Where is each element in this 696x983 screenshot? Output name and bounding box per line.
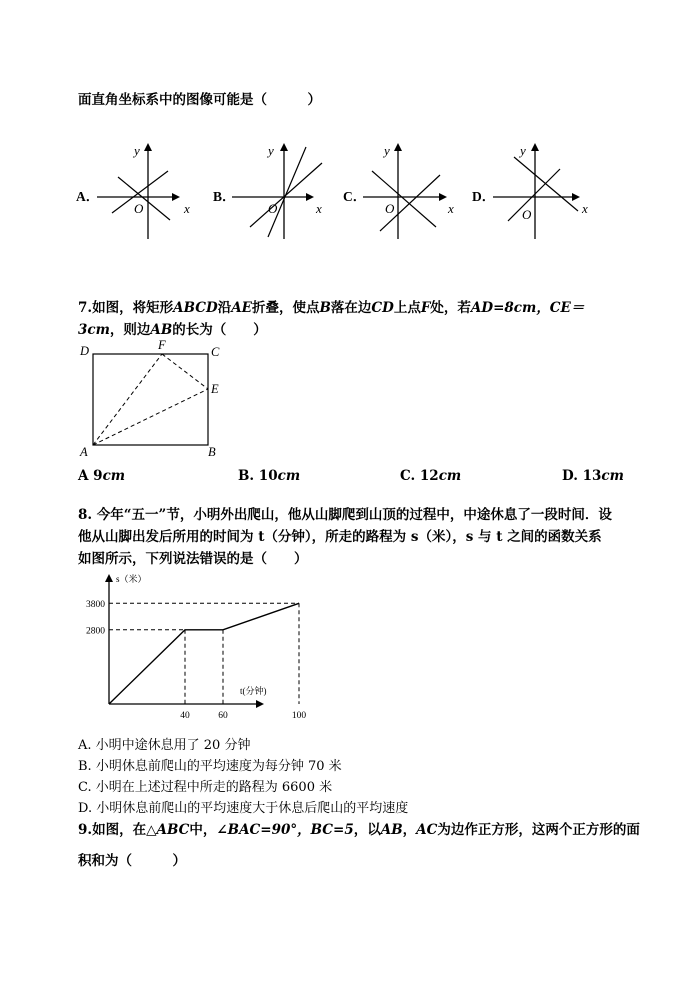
q7-choice-c: C. 12cm <box>400 468 462 484</box>
svg-text:O: O <box>268 201 278 216</box>
segment-af <box>93 354 162 445</box>
svg-text:E: E <box>211 382 219 396</box>
graph-c-line-1 <box>372 171 436 227</box>
svg-text:x: x <box>316 201 322 216</box>
graph-d-line-2 <box>508 169 560 221</box>
q8-option-c: C. 小明在上述过程中所走的路程为 6600 米 <box>78 780 333 795</box>
q8-series-line <box>109 603 299 704</box>
q6-stem: 面直角坐标系中的图像可能是（ ） <box>78 92 321 108</box>
segment-ae <box>93 389 208 445</box>
segment-fe <box>162 354 208 389</box>
q8-option-b: B. 小明休息前爬山的平均速度为每分钟 70 米 <box>78 759 342 774</box>
svg-text:A: A <box>80 445 88 459</box>
graph-a <box>76 143 190 239</box>
svg-text:O: O <box>134 201 144 216</box>
q8-xtick-60: 60 <box>218 711 228 721</box>
q7-choice-d: D. 13cm <box>562 468 624 484</box>
graph-d <box>472 143 588 239</box>
svg-text:x: x <box>184 201 190 216</box>
svg-text:y: y <box>134 143 140 158</box>
q8-ytick-3800: 3800 <box>86 599 105 610</box>
svg-text:x: x <box>448 201 454 216</box>
q8-line-1: 8. 今年“五一”节，小明外出爬山，他从山脚爬到山顶的过程中，中途休息了一段时间．设 <box>78 507 612 523</box>
svg-text:y: y <box>268 143 274 158</box>
q6-graphs <box>0 135 696 250</box>
q7-diagram <box>76 338 236 462</box>
graph-a-line-2 <box>118 177 170 220</box>
q7-line-1: 7.如图，将矩形ABCD沿AE折叠，使点B落在边CD上点F处，若AD=8cm，CE＝ <box>78 300 585 316</box>
q8-option-d: D. 小明休息前爬山的平均速度大于休息后爬山的平均速度 <box>78 801 409 816</box>
svg-text:D: D <box>80 344 90 358</box>
svg-text:x: x <box>582 201 588 216</box>
q8-xtick-100: 100 <box>291 711 307 721</box>
graph-c-label: C． <box>343 189 367 204</box>
q8-xtick-40: 40 <box>180 711 190 721</box>
q7-choice-b: B. 10cm <box>238 468 301 484</box>
q7-choice-a: A 9cm <box>78 468 126 484</box>
q8-line-3: 如图所示，下列说法错误的是（ ） <box>78 551 308 567</box>
svg-text:y: y <box>520 143 526 158</box>
svg-text:B: B <box>208 445 216 459</box>
svg-text:O: O <box>385 201 395 216</box>
svg-text:F: F <box>158 338 166 352</box>
graph-a-label: A． <box>76 189 100 204</box>
q8-xlabel: t(分钟) <box>240 686 267 696</box>
graph-b-label: B． <box>213 189 236 204</box>
svg-text:O: O <box>522 207 532 222</box>
q8-ylabel: s（米） <box>116 574 147 584</box>
svg-text:C: C <box>211 345 220 359</box>
q8-chart <box>76 568 307 728</box>
graph-b-line-2 <box>250 163 322 227</box>
svg-text:y: y <box>384 143 390 158</box>
graph-b-line-1 <box>268 147 306 237</box>
q8-line-2: 他从山脚出发后所用的时间为 t（分钟），所走的路程为 s（米），s 与 t 之间的函数关系 <box>78 529 602 545</box>
graph-d-line-1 <box>514 157 578 211</box>
graph-c <box>343 143 454 239</box>
q7-line-2: 3cm，则边AB的长为（ ） <box>78 322 267 338</box>
q8-ytick-2800: 2800 <box>86 626 105 637</box>
q9-line-1: 9.如图，在△ABC中，∠BAC=90°，BC=5，以AB，AC为边作正方形，这两个正方形的面 <box>78 822 640 838</box>
q8-option-a: A. 小明中途休息用了 20 分钟 <box>78 738 251 753</box>
graph-b <box>213 143 322 239</box>
rectangle-abcd <box>93 354 208 445</box>
graph-d-label: D． <box>472 189 496 204</box>
q9-line-2: 积和为（ ） <box>78 853 186 869</box>
